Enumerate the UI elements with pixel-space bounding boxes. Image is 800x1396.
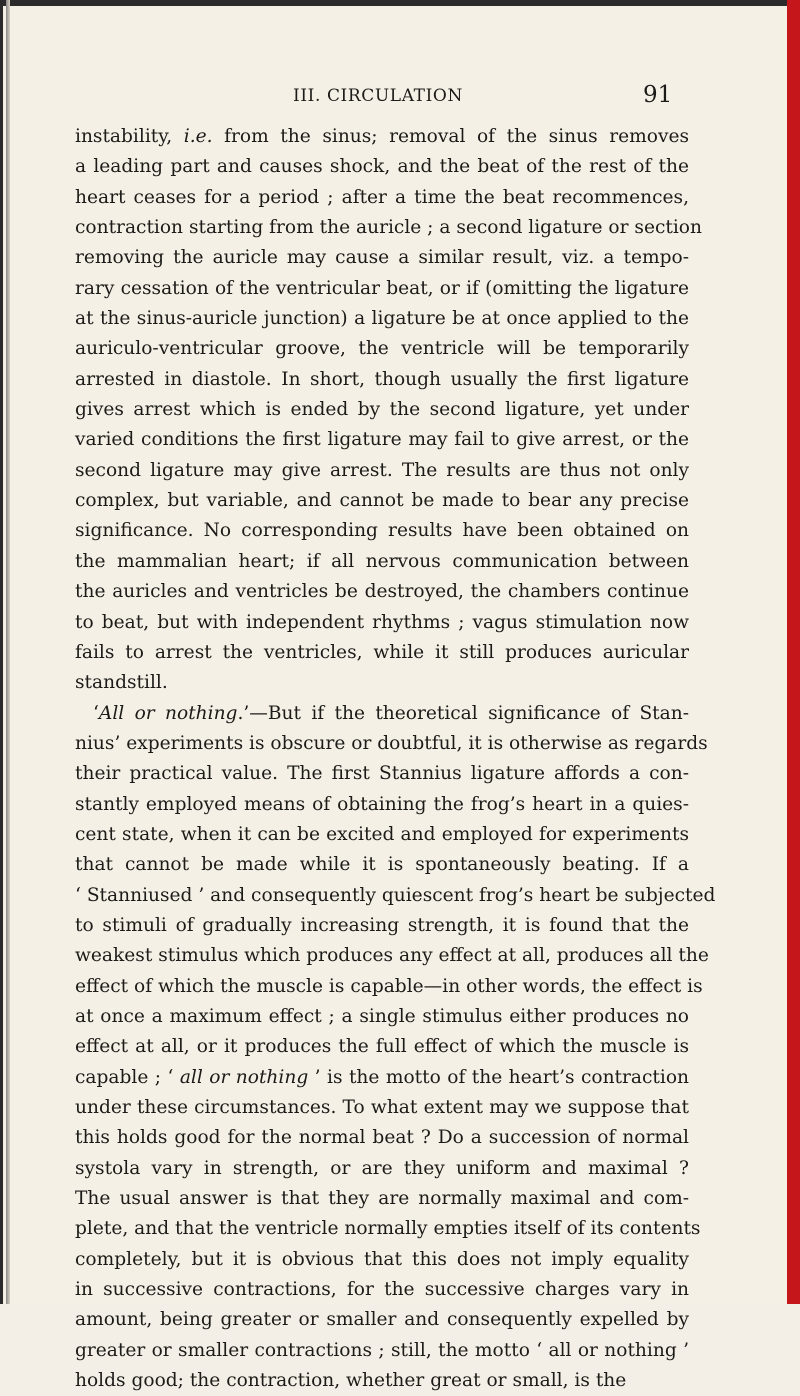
text-run: removing the auricle may cause a similar result, viz. a tempo- — [75, 247, 689, 269]
text-run: arrested in diastole. In short, though usually the first ligature — [75, 368, 689, 390]
text-run: nius’ experiments is obscure or doubtful, it is otherwise as regards — [75, 732, 708, 754]
text-run: ’ is the motto of the heart’s contraction — [308, 1066, 689, 1088]
text-line — [75, 395, 689, 425]
text-run: at the sinus-auricle junction) a ligature be at once applied to the — [75, 308, 689, 330]
text-line — [75, 365, 689, 395]
text-line — [75, 183, 689, 213]
text-line — [75, 608, 689, 638]
text-line — [75, 425, 689, 455]
text-line — [75, 729, 708, 759]
text-line — [75, 1123, 689, 1153]
text-line — [75, 1366, 689, 1396]
text-line — [75, 1093, 689, 1123]
text-run: contraction starting from the auricle ; a second ligature or section — [75, 217, 702, 239]
text-run: from the sinus; removal of the sinus removes — [212, 126, 690, 147]
text-run: completely, but it is obvious that this does not imply equality — [75, 1248, 689, 1270]
text-line — [75, 456, 689, 486]
text-line — [75, 972, 703, 1002]
text-line — [75, 274, 689, 304]
text-run: auriculo-ventricular groove, the ventricle will be temporarily — [75, 338, 689, 360]
text-run: varied conditions the first ligature may fail to give arrest, or the — [75, 429, 689, 451]
text-run: their practical value. The first Stannius ligature affords a con- — [75, 763, 689, 785]
text-run: heart ceases for a period ; after a time the beat recommences, — [75, 186, 689, 208]
text-line — [75, 1305, 689, 1335]
text-line — [75, 638, 689, 668]
text-run: complex, but variable, and cannot be made to bear any precise — [75, 490, 689, 512]
text-line — [75, 516, 689, 546]
text-run: under these circumstances. To what extent may we suppose that — [75, 1097, 689, 1118]
text-line — [75, 820, 689, 850]
binding-gutter — [6, 0, 10, 1304]
text-run: gives arrest which is ended by the second ligature, yet under — [75, 399, 689, 421]
text-run: weakest stimulus which produces any effect at all, produces all the — [75, 945, 709, 967]
italic-phrase: all or nothing — [179, 1066, 309, 1088]
chapter-title: III. CIRCULATION — [293, 86, 463, 106]
text-line — [75, 1214, 701, 1244]
text-run: significance. No corresponding results have been obtained on — [75, 520, 689, 542]
text-run: systola vary in strength, or are they uniform and maximal ? — [75, 1157, 689, 1179]
text-line — [75, 334, 689, 364]
text-line — [75, 1063, 689, 1093]
text-run: effect of which the muscle is capable—in other words, the effect is — [75, 975, 703, 997]
text-line — [75, 850, 689, 880]
text-run: amount, being greater or smaller and consequently expelled by — [75, 1309, 689, 1331]
text-run: holds good; the contraction, whether great or small, is the — [75, 1370, 627, 1392]
text-line — [75, 911, 689, 941]
text-line — [75, 668, 689, 698]
red-page-edge — [787, 0, 800, 1304]
text-run: effect at all, or it produces the full effect of which the muscle is — [75, 1036, 689, 1058]
text-line — [75, 1245, 689, 1275]
text-line — [75, 1184, 689, 1214]
text-line — [75, 881, 716, 911]
text-line — [75, 1032, 689, 1062]
text-run: this holds good for the normal beat ? Do a succession of normal — [75, 1127, 689, 1149]
text-run: standstill. — [75, 672, 168, 694]
text-run: in successive contractions, for the successive charges vary in — [75, 1279, 689, 1301]
text-line — [75, 1336, 689, 1366]
text-run: second ligature may give arrest. The results are thus not only — [75, 459, 689, 481]
text-line — [75, 152, 689, 182]
text-line — [75, 1275, 689, 1305]
page-number: 91 — [643, 82, 673, 108]
text-run: ‘ — [93, 702, 99, 724]
text-run: ‘ Stanniused ’ and consequently quiescent frog’s heart be subjected — [75, 884, 716, 906]
text-run: cent state, when it can be excited and employed for experiments — [75, 823, 689, 845]
text-line — [75, 699, 689, 729]
text-run: that cannot be made while it is spontaneously beating. If a — [75, 854, 689, 876]
italic-phrase: i.e. — [183, 126, 213, 147]
text-line — [75, 304, 689, 334]
text-run: The usual answer is that they are normally maximal and com- — [75, 1188, 689, 1210]
text-run: fails to arrest the ventricles, while it still produces auricular — [75, 641, 689, 663]
text-run: capable ; ‘ — [75, 1066, 180, 1088]
text-line — [75, 1002, 689, 1032]
italic-phrase: All or nothing — [98, 702, 238, 724]
text-run: at once a maximum effect ; a single stimulus either produces no — [75, 1005, 689, 1027]
text-line — [75, 213, 702, 243]
text-line — [75, 486, 689, 516]
text-line — [75, 122, 689, 152]
text-line — [75, 759, 689, 789]
text-run: to stimuli of gradually increasing strength, it is found that the — [75, 914, 689, 936]
text-run: plete, and that the ventricle normally empties itself of its contents — [75, 1218, 701, 1240]
text-run: stantly employed means of obtaining the frog’s heart in a quies- — [75, 793, 689, 815]
text-run: the mammalian heart; if all nervous communication between — [75, 550, 689, 572]
body-text — [75, 122, 716, 1396]
text-run: to beat, but with independent rhythms ; vagus stimulation now — [75, 611, 689, 633]
text-run: instability, — [75, 126, 184, 147]
text-run: .’—But if the theoretical significance of Stan- — [237, 702, 689, 724]
text-run: a leading part and causes shock, and the beat of the rest of the — [75, 156, 689, 178]
text-line — [75, 941, 709, 971]
text-line — [75, 1154, 689, 1184]
text-line — [75, 577, 689, 607]
text-line — [75, 547, 689, 577]
text-run: greater or smaller contractions ; still, the motto ‘ all or nothing ’ — [75, 1339, 689, 1361]
text-line — [75, 790, 689, 820]
page-top-shadow — [3, 0, 790, 6]
text-run: the auricles and ventricles be destroyed, the chambers continue — [75, 581, 689, 603]
text-line — [75, 243, 689, 273]
running-header — [3, 82, 790, 114]
text-run: rary cessation of the ventricular beat, or if (omitting the ligature — [75, 277, 689, 299]
